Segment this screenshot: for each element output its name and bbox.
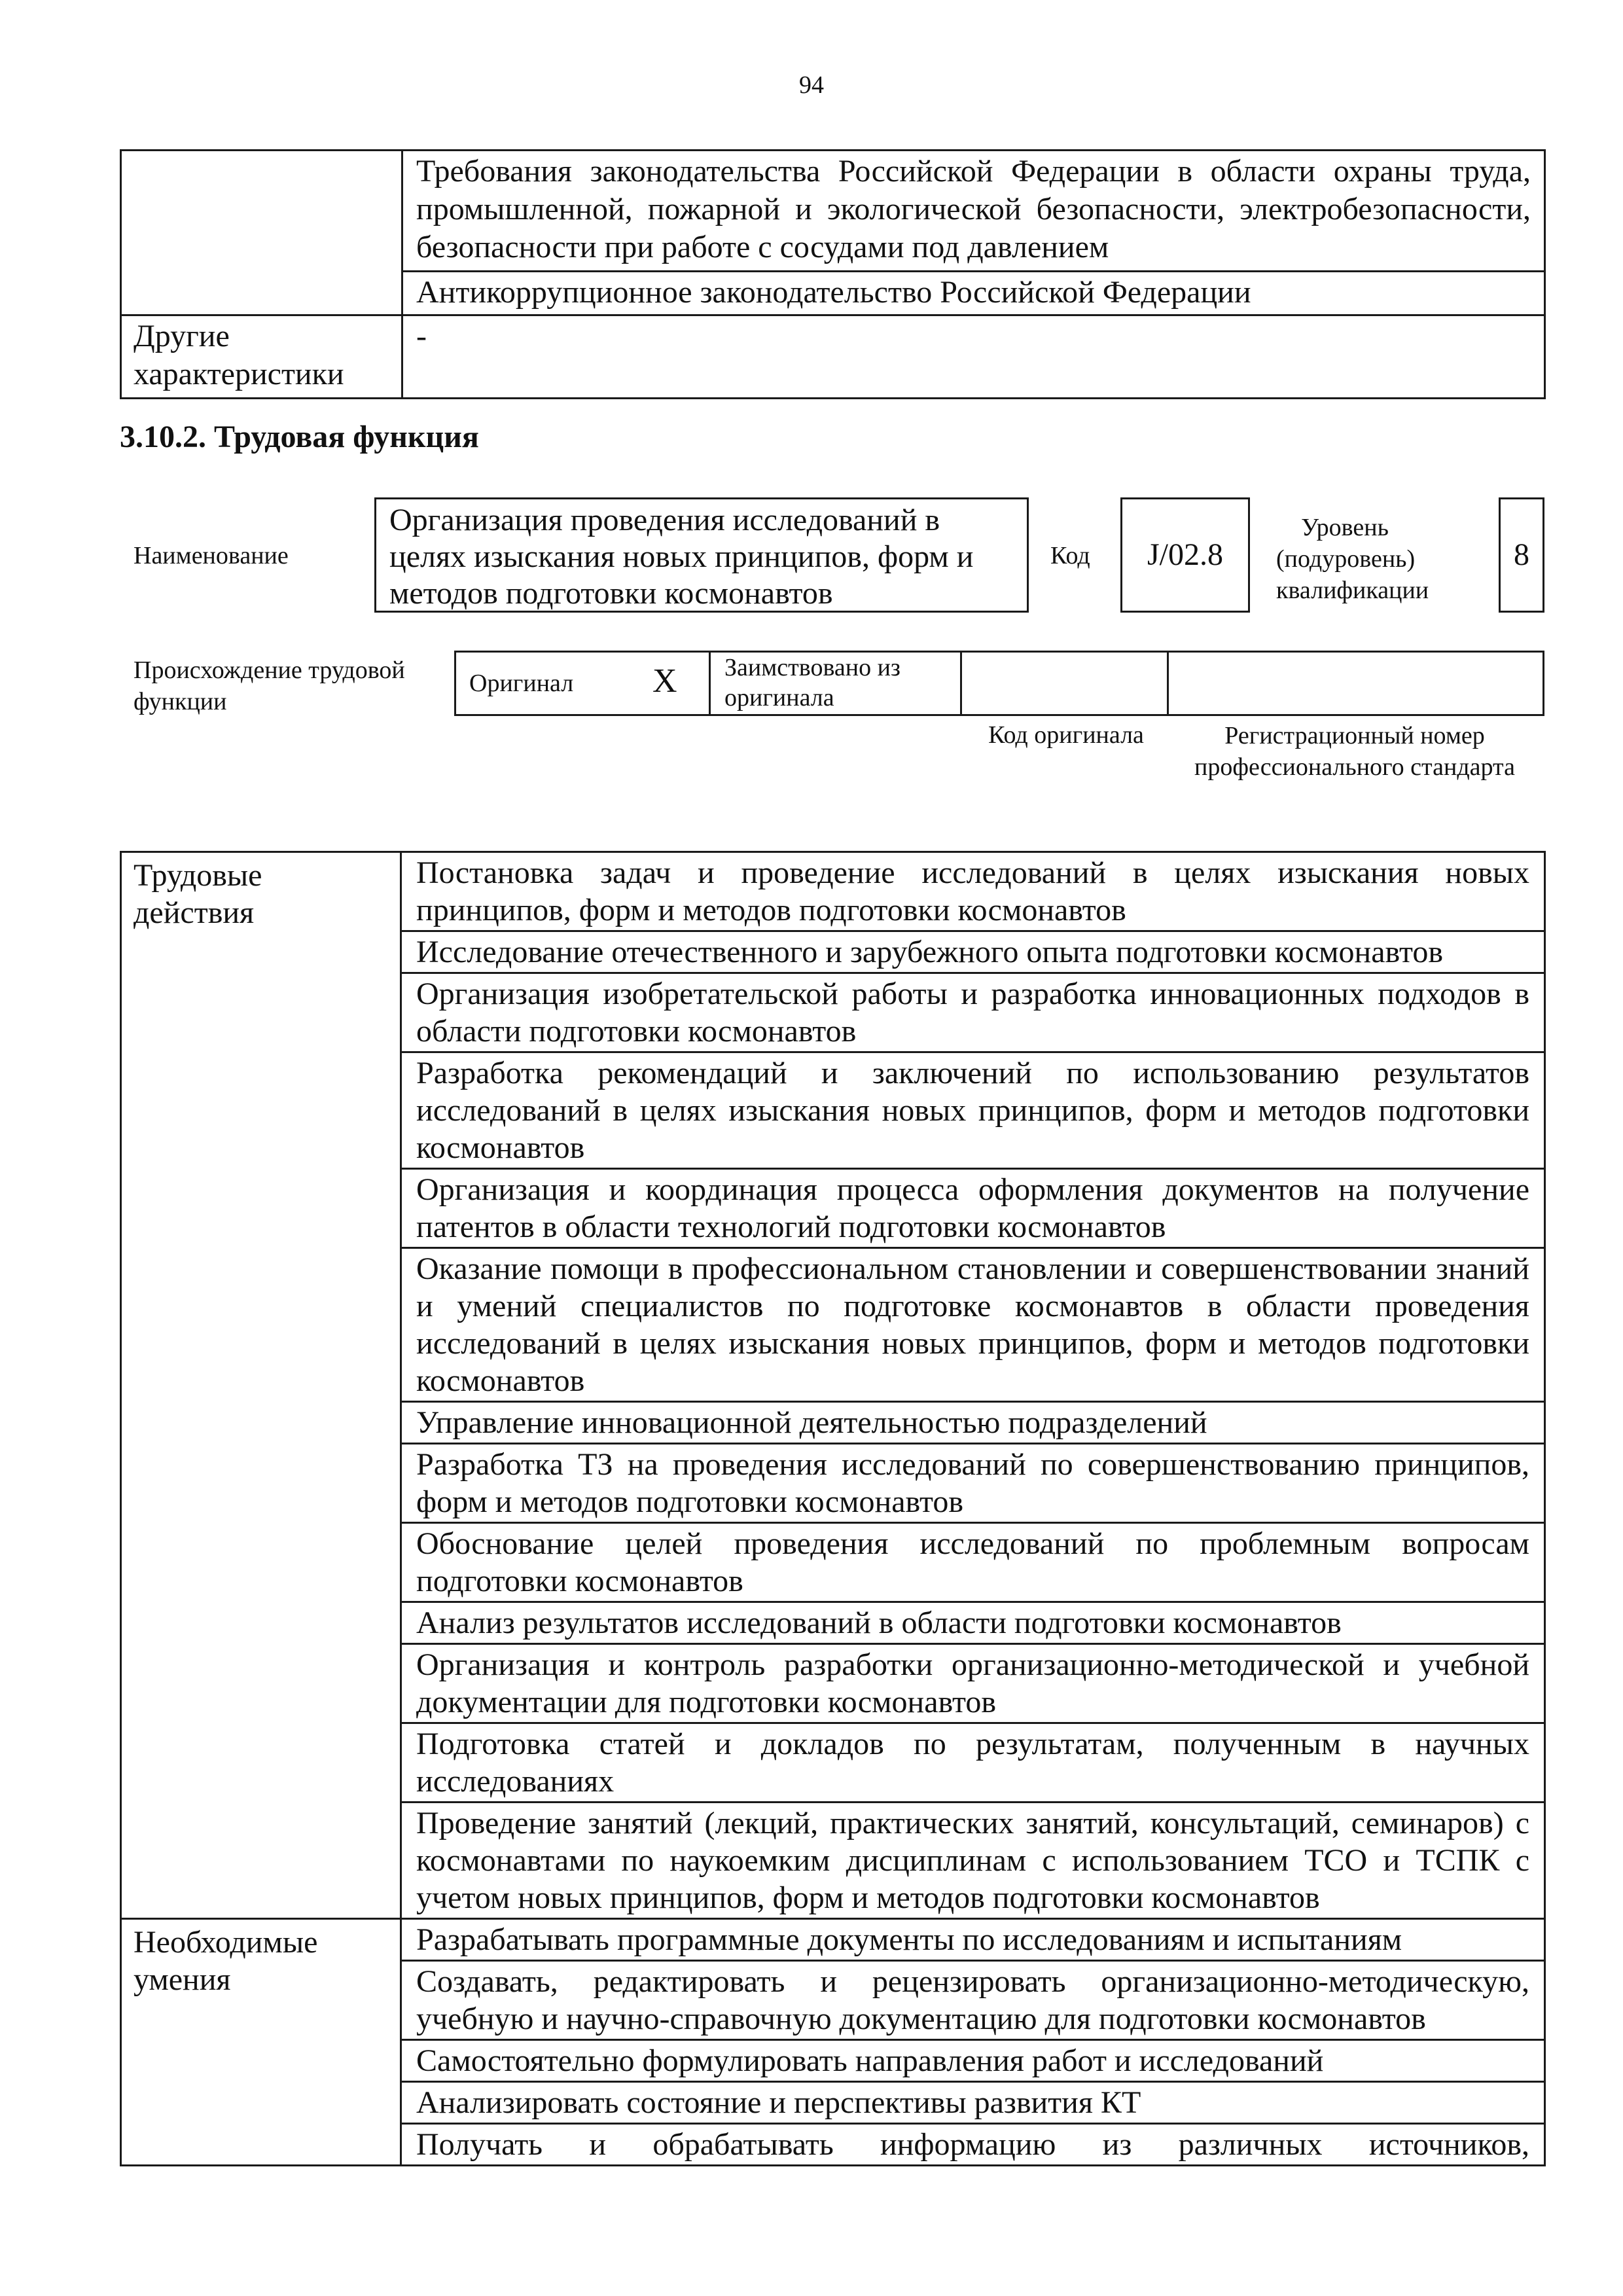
- name-label: Наименование: [134, 542, 289, 569]
- table-cell: Обоснование целей проведения исследований по проблемным вопросам подготовки космонавтов: [401, 1523, 1545, 1602]
- row-label: Другие характеристики: [121, 315, 402, 399]
- level-label: Уровень (подуровень) квалификации: [1276, 514, 1429, 604]
- table-cell: Анализ результатов исследований в области подготовки космонавтов: [401, 1602, 1545, 1644]
- divider: [1167, 653, 1169, 714]
- category-label: Трудовые действия: [121, 852, 401, 1919]
- table-cell: Оказание помощи в профессиональном становлении и совершенствовании знаний и умений специалистов по подготовке космонавтов в области проведения исследований в целях изыскания новых принципов, форм и методов подготовки космонавтов: [401, 1248, 1545, 1402]
- top-table: [120, 149, 1546, 399]
- table-cell: Организация изобретательской работы и разработка инновационных подходов в области подготовки космонавтов: [401, 973, 1545, 1052]
- table-cell: Управление инновационной деятельностью подразделений: [401, 1402, 1545, 1444]
- code-box: J/02.8: [1120, 497, 1250, 613]
- table-cell: -: [402, 315, 1545, 399]
- table-row: [121, 151, 1545, 272]
- page-number: 94: [799, 71, 824, 99]
- table-row: [121, 852, 1545, 931]
- table-cell: Организация и координация процесса оформления документов на получение патентов в области технологий подготовки космонавтов: [401, 1169, 1545, 1248]
- table-cell: Подготовка статей и докладов по результатам, полученным в научных исследованиях: [401, 1723, 1545, 1803]
- table-cell: Организация и контроль разработки организационно-методической и учебной документации для подготовки космонавтов: [401, 1644, 1545, 1723]
- original-label: Оригинал: [469, 670, 574, 697]
- table-cell: Антикоррупционное законодательство Российской Федерации: [402, 272, 1545, 315]
- table-row: [121, 1919, 1545, 1961]
- original-mark: X: [652, 662, 677, 700]
- table-cell: Проведение занятий (лекций, практических занятий, консультаций, семинаров) с космонавтами по наукоемким дисциплинам с использованием ТСО и ТСПК с учетом новых принципов, форм и методов подготовки космонавтов: [401, 1803, 1545, 1919]
- origin-label: Происхождение трудовой функции: [134, 656, 405, 715]
- table-cell: Исследование отечественного и зарубежного опыта подготовки космонавтов: [401, 931, 1545, 973]
- table-cell: Анализировать состояние и перспективы развития КТ: [401, 2082, 1545, 2124]
- table-cell: Разработка рекомендаций и заключений по использованию результатов исследований в целях изыскания новых принципов, форм и методов подготовки космонавтов: [401, 1052, 1545, 1169]
- table-cell: Разрабатывать программные документы по исследованиям и испытаниям: [401, 1919, 1545, 1961]
- function-name-box: Организация проведения исследований в целях изыскания новых принципов, форм и методов подготовки космонавтов: [374, 497, 1029, 613]
- table-cell: Требования законодательства Российской Федерации в области охраны труда, промышленной, пожарной и экологической безопасности, электробезопасности, безопасности при работе с сосудами под давлением: [402, 151, 1545, 272]
- table-row: [121, 315, 1545, 399]
- code-original-caption: Код оригинала: [988, 721, 1144, 749]
- main-table: [120, 851, 1546, 2166]
- table-cell: Самостоятельно формулировать направления работ и исследований: [401, 2040, 1545, 2082]
- row-label: [121, 151, 402, 315]
- divider: [960, 653, 962, 714]
- reg-number-caption: Регистрационный номер профессионального стандарта: [1194, 722, 1515, 781]
- table-cell: Разработка ТЗ на проведения исследований по совершенствованию принципов, форм и методов подготовки космонавтов: [401, 1444, 1545, 1523]
- table-cell: Постановка задач и проведение исследований в целях изыскания новых принципов, форм и методов подготовки космонавтов: [401, 852, 1545, 931]
- divider: [709, 653, 711, 714]
- level-box: 8: [1499, 497, 1544, 613]
- origin-box: [454, 651, 1544, 716]
- section-heading: 3.10.2. Трудовая функция: [120, 420, 479, 454]
- code-label: Код: [1050, 542, 1090, 569]
- table-cell: Создавать, редактировать и рецензировать организационно-методическую, учебную и научно-справочную документацию для подготовки космонавтов: [401, 1961, 1545, 2040]
- borrowed-label: Заимствовано из оригинала: [724, 654, 901, 711]
- category-label: Необходимые умения: [121, 1919, 401, 2166]
- table-cell: Получать и обрабатывать информацию из различных источников,: [401, 2124, 1545, 2166]
